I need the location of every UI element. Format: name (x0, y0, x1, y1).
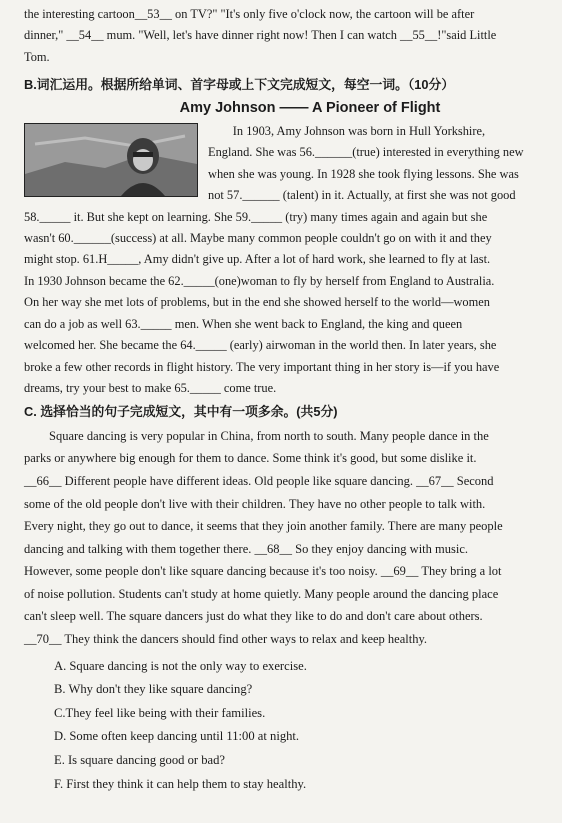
section-b-passage (24, 121, 556, 399)
option-c: C.They feel like being with their families. (54, 705, 266, 720)
passage-line: when she was young. In 1928 she took flying lessons. She was (208, 166, 519, 181)
passage-line: welcomed her. She became the 64._____ (early) airwoman in the world then. In later years, she (24, 338, 497, 353)
option-a: A. Square dancing is not the only way to exercise. (54, 658, 307, 673)
passage-line: parks or anywhere big enough for them to dance. Some think it's good, but some dislike it. (24, 451, 477, 466)
answer-options (24, 655, 556, 797)
passage-line: England. She was 56.______(true) interested in everything new (208, 145, 524, 160)
passage-line: On her way she met lots of problems, but in the end she showed herself to the world—women (24, 295, 490, 310)
passage-line: __66__ Different people have different ideas. Old people like square dancing. __67__ Second (24, 473, 494, 488)
passage-line: dancing and talking with them together there. __68__ So they enjoy dancing with music. (24, 541, 469, 556)
intro-line: dinner," __54__ mum. "Well, let's have dinner right now! Then I can watch __55__!"said Little (24, 28, 497, 43)
passage-line: some of the old people don't live with their children. They have no other people to talk with. (24, 496, 486, 511)
passage-title: Amy Johnson —— A Pioneer of Flight (179, 99, 441, 116)
passage-line: can't sleep well. The square dancers just do what they like to do and don't care about others. (24, 609, 483, 624)
passage-line: 58._____ it. But she kept on learning. She 59._____ (try) many times again and again but she (24, 209, 488, 224)
passage-line: not 57.______ (talent) in it. Actually, at first she was not good (208, 188, 516, 203)
option-e: E. Is square dancing good or bad? (54, 753, 226, 768)
passage-line: can do a job as well 63._____ men. When she went back to England, the king and queen (24, 316, 463, 331)
passage-line: However, some people don't like square dancing because it's too noisy. __69__ They bring a lot (24, 564, 502, 579)
intro-line: Tom. (24, 49, 50, 64)
passage-line: dreams, try your best to make 65._____ come true. (24, 380, 277, 395)
passage-line: In 1903, Amy Johnson was born in Hull Yorkshire, (232, 124, 486, 139)
intro-passage (24, 4, 556, 68)
passage-line: Every night, they go out to dance, it seems that they join another family. There are many people (24, 519, 503, 534)
section-c-heading: C. 选择恰当的句子完成短文，其中有一项多余。(共5分) (24, 404, 338, 420)
pilot-photo (24, 123, 198, 197)
option-f: F. First they think it can help them to stay healthy. (54, 776, 307, 791)
pilot-illustration-icon (25, 124, 197, 196)
passage-line: In 1930 Johnson became the 62._____(one)woman to fly by herself from England to Australia. (24, 273, 495, 288)
passage-line: __70__ They think the dancers should find other ways to relax and keep healthy. (24, 632, 428, 647)
option-b: B. Why don't they like square dancing? (54, 682, 253, 697)
section-c-passage (24, 425, 556, 651)
intro-line: the interesting cartoon__53__ on TV?" "It's only five o'clock now, the cartoon will be after (24, 7, 475, 21)
passage-line: might stop. 61.H_____, Amy didn't give up. After a lot of hard work, she learned to fly at last. (24, 252, 491, 267)
passage-line: broke a few other records in flight history. The very important thing in her story is—if you have (24, 359, 500, 374)
section-b-heading: B.词汇运用。根据所给单词、首字母或上下文完成短文，每空一词。（10分） (24, 77, 455, 93)
option-d: D. Some often keep dancing until 11:00 at night. (54, 729, 300, 744)
passage-line: of noise pollution. Students can't study at home quietly. Many people around the dancing place (24, 586, 499, 601)
passage-line: wasn't 60.______(success) at all. Maybe many common people couldn't go on with it and they (24, 231, 492, 246)
passage-line: Square dancing is very popular in China, from north to south. Many people dance in the (49, 428, 489, 443)
